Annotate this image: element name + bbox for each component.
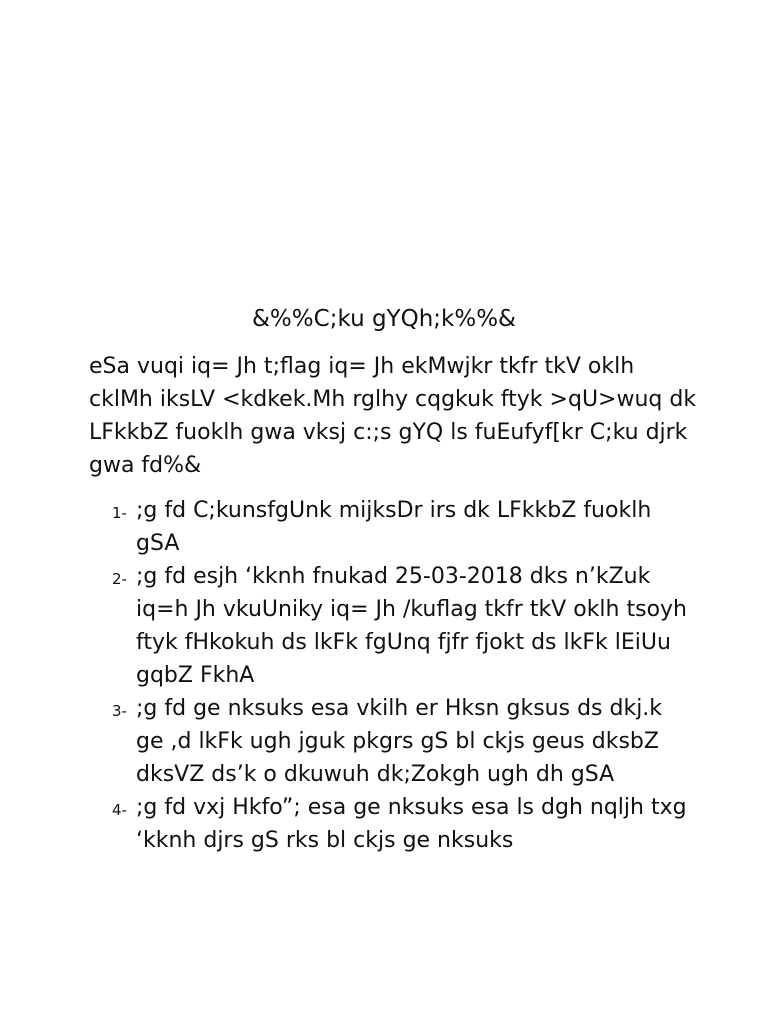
list-item-text: ;g fd esjh ‘kknh fnukad 25-03-2018 dks n’kZuk iq=h Jh vkuUniky iq= Jh /kuflag tkfr tkV oklh tsoyh ftyk fHkokuh ds lkFk fgUnq fjfr fjokt ds lkFk lEiUu gqbZ FkhA [136,564,687,688]
list-item-number: 3- [112,702,127,720]
list-item-text: ;g fd ge nksuks esa vkilh er Hksn gksus ds dkj.k ge ,d lkFk ugh jguk pkgrs gS bl ckjs geus dksbZ dksVZ ds’k o dkuwuh dk;Zokgh ugh dh gSA [136,696,663,787]
list-item-number: 1- [112,504,127,522]
list-item-number: 4- [112,801,127,819]
list-item [0,692,768,791]
intro-paragraph: eSa vuqi iq= Jh t;flag iq= Jh ekMwjkr tkfr tkV oklh cklMh iksLV <kdkek.Mh rglhy cqgkuk ftyk >qU>wuq dk LFkkbZ fuoklh gwa vksj c:;s gYQ ls fuEufyf[kr C;ku djrk gwa fd%& [89,354,697,478]
list-item-text: ;g fd C;kunsfgUnk mijksDr irs dk LFkkbZ fuoklh gSA [136,498,652,556]
list-item [0,791,768,857]
list-item [0,494,768,560]
list-item-number: 2- [112,570,127,588]
list-item-text: ;g fd vxj Hkfo”; esa ge nksuks esa ls dgh nqljh txg ‘kknh djrs gS rks bl ckjs ge nksuks [136,795,687,853]
list-item [0,560,768,692]
statement-list [0,494,768,857]
document-title: &%%C;ku gYQh;k%%& [252,306,516,332]
